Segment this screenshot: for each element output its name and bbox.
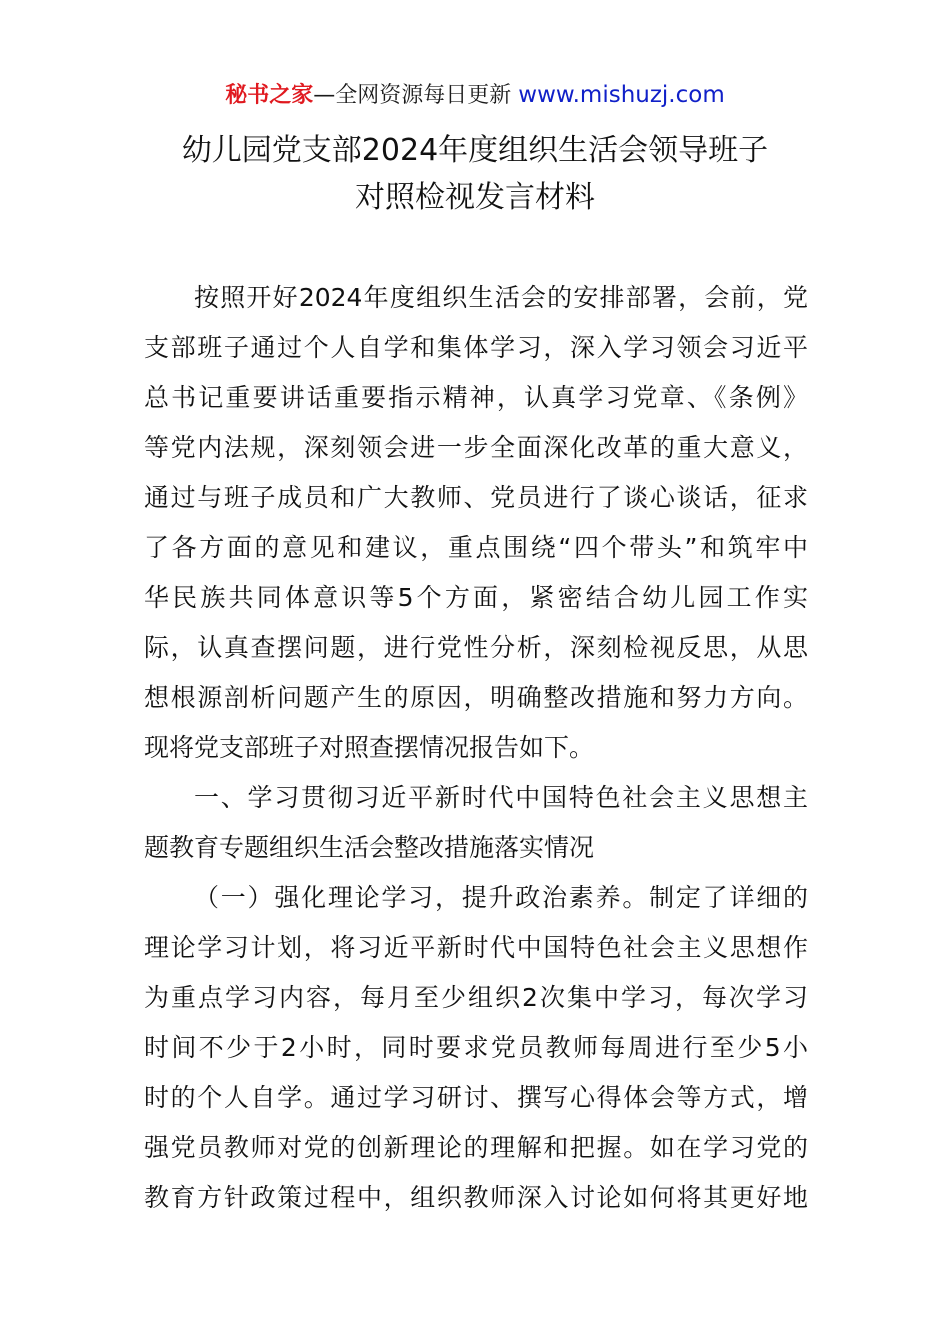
body-line: 为重点学习内容，每月至少组织2次集中学习，每次学习 [144,983,808,1012]
body-line: 理论学习计划，将习近平新时代中国特色社会主义思想作 [144,933,808,962]
document-title-line-1: 幼儿园党支部2024年度组织生活会领导班子 [181,133,769,168]
body-line: 时间不少于2小时，同时要求党员教师每周进行至少5小 [144,1033,808,1062]
body-line: 按照开好2024年度组织生活会的安排部署，会前，党 [194,283,808,312]
header-tagline: —全网资源每日更新 [313,83,512,108]
body-line: 教育方针政策过程中，组织教师深入讨论如何将其更好地 [144,1183,808,1212]
document-title-line-2: 对照检视发言材料 [355,180,595,215]
site-url-link[interactable]: www.mishuzj.com [518,82,725,108]
body-line: 支部班子通过个人自学和集体学习，深入学习领会习近平 [144,333,808,362]
body-line: （一）强化理论学习，提升政治素养。制定了详细的 [194,883,808,912]
section-heading-line: 题教育专题组织生活会整改措施落实情况 [144,833,595,862]
body-line: 通过与班子成员和广大教师、党员进行了谈心谈话，征求 [144,483,808,512]
body-line: 总书记重要讲话重要指示精神，认真学习党章、《条例》 [144,383,808,412]
body-line: 时的个人自学。通过学习研讨、撰写心得体会等方式，增 [144,1083,808,1112]
brand-name: 秘书之家 [225,83,314,108]
body-line: 等党内法规，深刻领会进一步全面深化改革的重大意义， [144,433,808,462]
body-line: 了各方面的意见和建议，重点围绕“四个带头”和筑牢中 [144,533,808,562]
body-line: 际，认真查摆问题，进行党性分析，深刻检视反思，从思 [144,633,808,662]
site-header [0,78,950,113]
body-line: 强党员教师对党的创新理论的理解和把握。如在学习党的 [144,1133,808,1162]
body-line: 想根源剖析问题产生的原因，明确整改措施和努力方向。 [144,683,808,712]
body-line: 华民族共同体意识等5个方面，紧密结合幼儿园工作实 [144,583,808,612]
document-body [144,273,808,1223]
section-heading-line: 一、学习贯彻习近平新时代中国特色社会主义思想主 [194,783,808,812]
body-line: 现将党支部班子对照查摆情况报告如下。 [144,733,595,762]
